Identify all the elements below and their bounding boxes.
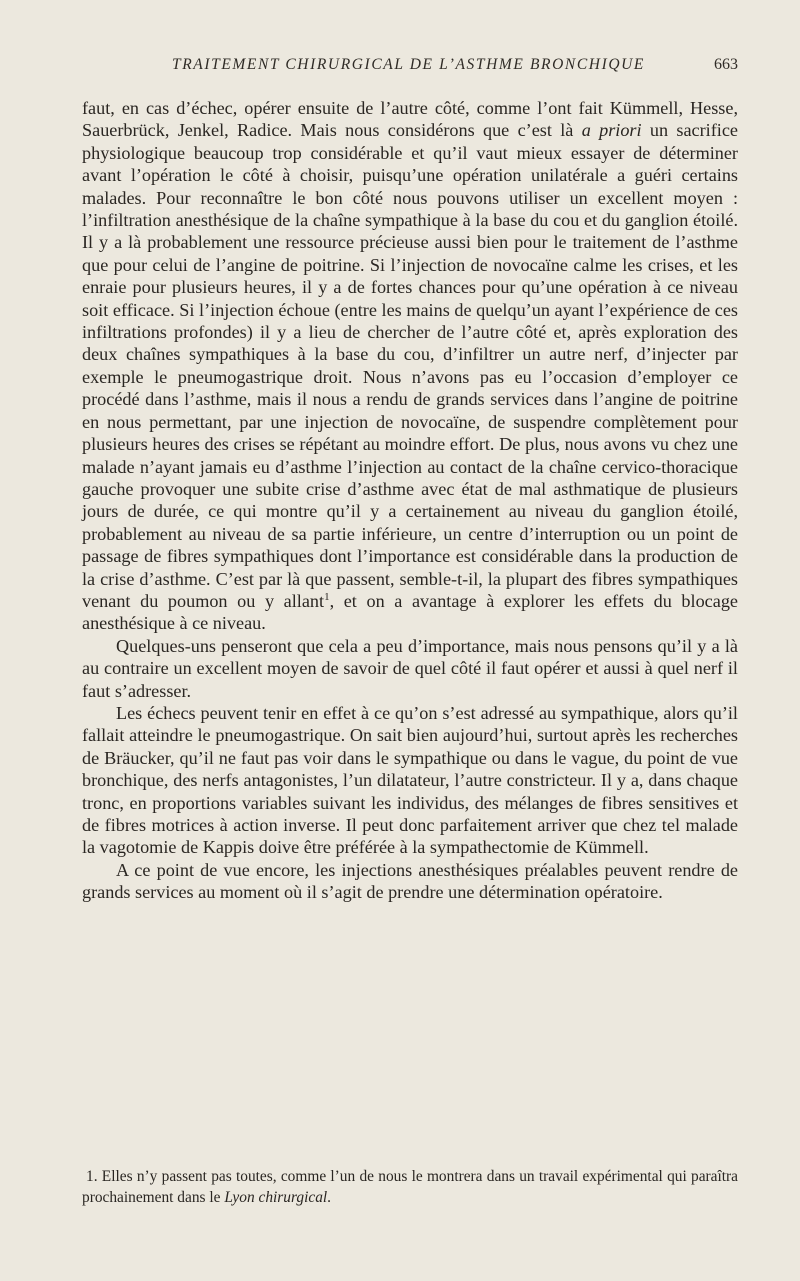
a-priori-italic: a priori — [581, 120, 642, 141]
running-title: TRAITEMENT CHIRURGICAL DE L’ASTHME BRONCHIQUE — [172, 56, 645, 73]
footnote-journal: Lyon chirurgical — [224, 1189, 328, 1206]
footnote-reference: 1 — [324, 590, 330, 603]
paragraph-4: A ce point de vue encore, les injections anesthésiques préalables peuvent rendre de grands services au moment où il s’agit de prendre une détermination opératoire. — [82, 859, 738, 903]
running-head — [82, 56, 738, 80]
footnote — [82, 1166, 738, 1208]
paragraph-1 — [82, 97, 738, 635]
footnote-text: Elles n’y passent pas toutes, comme l’un de nous le montrera dans un travail expérimental qui paraîtra prochainement dans le — [82, 1168, 738, 1206]
body-text — [82, 97, 738, 904]
paragraph-2: Quelques-uns penseront que cela a peu d’importance, mais nous pensons qu’il y a là au contraire un excellent moyen de savoir de quel côté il faut opérer et aussi à quel nerf il faut s’adresser. — [82, 635, 738, 701]
page-number: 663 — [714, 56, 738, 73]
footnote-end: . — [327, 1189, 332, 1206]
footnote-label: 1. — [86, 1168, 98, 1185]
paragraph-3: Les échecs peuvent tenir en effet à ce qu’on s’est adressé au sympathique, alors qu’il fallait atteindre le pneumogastrique. On sait bien aujourd’hui, surtout après les recherches de Bräucker, qu’il ne faut pas voir dans le sympathique ou dans le vague, du point de vue bronchique, des nerfs antagonistes, l’un dilatateur, l’autre constricteur. Il y a, dans chaque tronc, en proportions variables suivant les individus, des mélanges de fibres sensitives et de fibres motrices à action inverse. Il peut donc parfaitement arriver que chez tel malade la vagotomie de Kappis doive être préférée à la sympathectomie de Kümmell. — [82, 702, 738, 858]
paragraph-1-part-c: , et on a avantage à explorer les effets du blocage anesthésique à ce niveau. — [82, 590, 738, 634]
paragraph-1-part-a: faut, en cas d’échec, opérer ensuite de l’autre côté, comme l’ont fait Kümmell, Hesse, Sauerbrück, Jenkel, Radice. Mais nous considérons que c’est là — [82, 98, 738, 141]
paragraph-1-part-b: un sacrifice physiologique beaucoup trop considérable et qu’il vaut mieux essayer de déterminer avant l’opération le côté à choisir, puisqu’une opération unilatérale a guéri certains malades. Pour reconnaître le bon côté nous pouvons utiliser un excellent moyen : l’infiltration anesthésique de la chaîne sympathique à la base du cou et du ganglion étoilé. Il y a là probablement une ressource précieuse aussi bien pour le traitement de l’asthme que pour celui de l’angine de poitrine. Si l’injection de novocaïne calme les crises, et les enraie pour plusieurs heures, il y a de fortes chances pour qu’une opération à ce niveau soit efficace. Si l’injection échoue (entre les mains de quelqu’un ayant l’expérience de ces infiltrations profondes) il y a lieu de chercher de l’autre côté et, après exploration des deux chaînes sympathiques à la base du cou, d’infiltrer un autre nerf, d’injecter par exemple le pneumogastrique droit. Nous n’avons pas eu l’occasion d’employer ce procédé dans l’asthme, mais il nous a rendu de grands services dans l’angine de poitrine en nous permettant, par une injection de novocaïne, de suspendre complètement pour plusieurs heures des crises se répétant au moindre effort. De plus, nous avons vu chez une malade n’ayant jamais eu d’asthme l’injection au contact de la chaîne cervico-thoracique gauche provoquer une subite crise d’asthme avec état de mal asthmatique de plusieurs jours de durée, ce qui montre qu’il y a certainement au niveau du ganglion étoilé, probablement au niveau de sa partie inférieure, un centre d’interruption ou un point de passage de fibres sympathiques dont l’importance est considérable dans la production de la crise d’asthme. C’est par là que passent, semble-t-il, la plupart des fibres sympathiques venant du poumon ou y allant — [82, 120, 738, 611]
